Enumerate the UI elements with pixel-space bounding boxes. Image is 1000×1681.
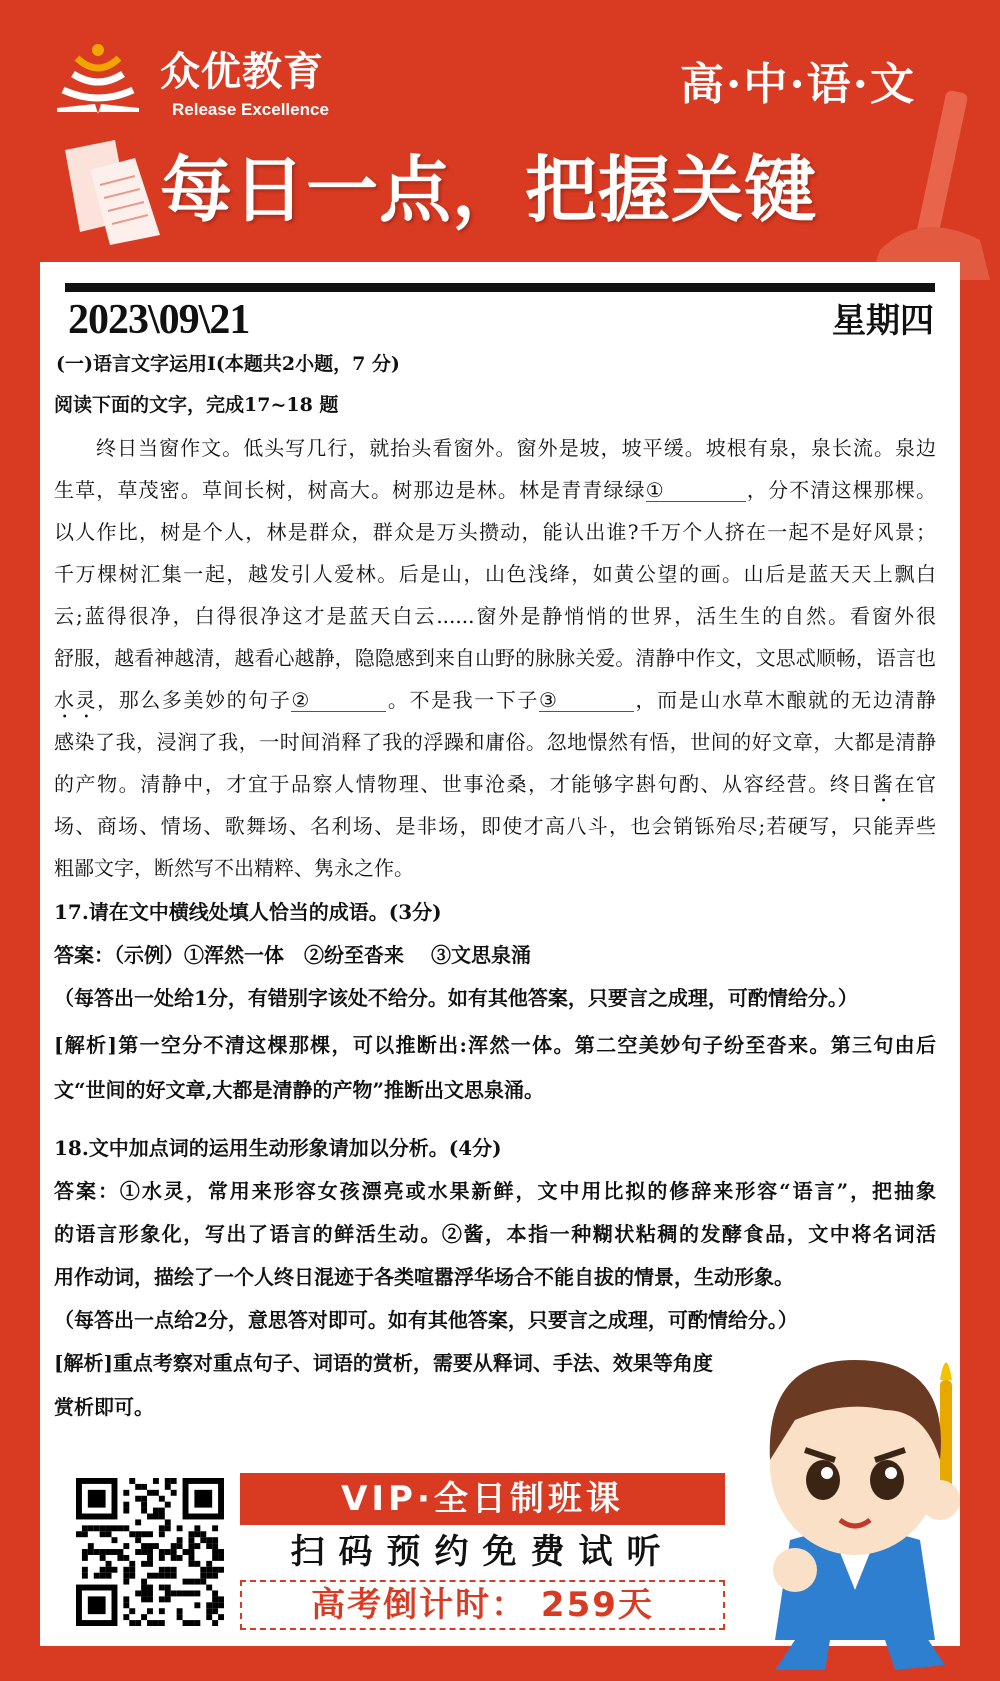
q18-answer-cont: 的语言形象化，写出了语言的鲜活生动。②酱，本指一种糊状粘稠的发酵食品，文中将名词活	[54, 1222, 936, 1246]
passage-line	[54, 520, 936, 544]
passage-text: 感染了我，浸润了我，一时间消释了我的浮躁和庸俗。忽地憬然有悟，世间的好文章，大都是清静	[54, 730, 936, 754]
weekday: 星期四	[832, 301, 934, 341]
scan-to-book-text: 扫码预约免费试听	[290, 1532, 675, 1572]
passage-text: ，而是山水草木酿就的无边清静	[633, 688, 937, 712]
passage-line	[54, 436, 936, 460]
passage-text: 舒服，越看神越清，越看心越静，隐隐感到来自山野的脉脉关爱。清静中作文，文思忒顺畅，语言也	[54, 646, 936, 670]
passage-text: 粗鄙文字，断然写不出精粹、隽永之作。	[54, 856, 414, 880]
countdown-value: 259天	[540, 1585, 654, 1625]
passage-line	[54, 478, 936, 502]
divider-bar	[65, 283, 935, 292]
passage-text: 在官	[894, 772, 937, 796]
passage-text: 云;蓝得很净，白得很净这才是蓝天白云......窗外是静悄悄的世界，活生生的自然。看窗外很	[54, 604, 936, 628]
section-title: (一)语言文字运用I(本题共2小题，7 分)	[56, 353, 400, 375]
brand-tagline: Release Excellence	[172, 100, 329, 119]
q17-analysis: [解析]第一空分不清这棵那棵，可以推断出:浑然一体。第二空美妙句子纷至沓来。第三句由后	[54, 1033, 936, 1057]
passage-text: 生草，草茂密。草间长树，树高大。树那边是林。林是青青绿绿	[54, 478, 646, 502]
logo-icon	[55, 42, 150, 117]
gaokao-countdown	[240, 1580, 725, 1630]
reading-instruction: 阅读下面的文字，完成17~18 题	[54, 394, 339, 416]
passage-line	[54, 562, 936, 586]
q18-answer-cont: 用作动词，描绘了一个人终日混迹于各类喧嚣浮华场合不能自拔的情景，生动形象。	[54, 1265, 794, 1289]
pen-decoration-icon	[860, 80, 1000, 280]
passage-line	[54, 772, 936, 807]
passage-text: 千万棵树汇集一起，越发引人爱林。后是山，山色浅绛，如黄公望的画。山后是蓝天天上飘白	[54, 562, 936, 586]
passage-line	[54, 646, 936, 670]
brand-name: 众优教育	[160, 49, 324, 95]
q17-answer: 答案：（示例）①浑然一体 ②纷至沓来 ③文思泉涌	[54, 943, 531, 967]
q18-scoring-note: （每答出一点给2分，意思答对即可。如有其他答案，只要言之成理，可酌情给分。）	[54, 1308, 798, 1332]
passage-text: ，分不清这棵那棵。	[745, 478, 937, 502]
q18-answer: 答案：①水灵，常用来形容女孩漂亮或水果新鲜，文中用比拟的修辞来形容“语言”，把抽象	[54, 1179, 936, 1203]
passage-line	[54, 856, 936, 880]
q17-question: 17.请在文中横线处填人恰当的成语。(3分)	[54, 900, 442, 924]
passage-text: ，那么多美妙的句子	[97, 688, 292, 712]
passage-line	[54, 814, 936, 838]
mascot-illustration	[735, 1340, 985, 1670]
vip-class-banner: VIP·全日制班课	[240, 1473, 725, 1525]
answer-blank: ①	[646, 479, 746, 502]
passage-text: 终日当窗作文。低头写几行，就抬头看窗外。窗外是坡，坡平缓。坡根有泉，泉长流。泉边	[54, 436, 936, 460]
passage-text: 以人作比，树是个人，林是群众，群众是万头攒动，能认出谁?千万个人挤在一起不是好风景；	[54, 520, 936, 544]
answer-blank: ②	[291, 689, 386, 712]
slogan-banner: 每日一点，把握关键	[160, 148, 818, 232]
passage-text: 的产物。清静中，才宜于品察人情物理、世事沧桑，才能够字斟句酌、从容经营。终日	[54, 772, 873, 796]
subject-title: 高·中·语·文	[680, 59, 916, 110]
emphasized-word: 水灵	[54, 688, 98, 712]
passage-line	[54, 730, 936, 754]
date: 2023\09\21	[68, 297, 250, 343]
passage-text: 。不是我一下子	[386, 688, 539, 712]
passage-text: 场、商场、情场、歌舞场、名利场、是非场，即使才高八斗，也会销铄殆尽;若硬写，只能弄些	[54, 814, 936, 838]
qr-code[interactable]	[75, 1478, 225, 1626]
passage-line	[54, 604, 936, 628]
passage-line	[54, 688, 936, 723]
countdown-label: 高考倒计时：	[311, 1585, 528, 1625]
q18-question: 18.文中加点词的运用生动形象请加以分析。(4分)	[54, 1136, 502, 1160]
answer-blank: ③	[539, 689, 634, 712]
q18-analysis: [解析]重点考察对重点句子、词语的赏析，需要从释词、手法、效果等角度	[54, 1351, 713, 1375]
q18-analysis-cont: 赏析即可。	[54, 1395, 154, 1419]
q17-analysis-cont: 文“世间的好文章,大都是清静的产物”推断出文思泉涌。	[54, 1078, 544, 1102]
q17-scoring-note: （每答出一处给1分，有错别字该处不给分。如有其他答案，只要言之成理，可酌情给分。）	[54, 986, 858, 1010]
emphasized-word: 酱	[872, 772, 895, 796]
